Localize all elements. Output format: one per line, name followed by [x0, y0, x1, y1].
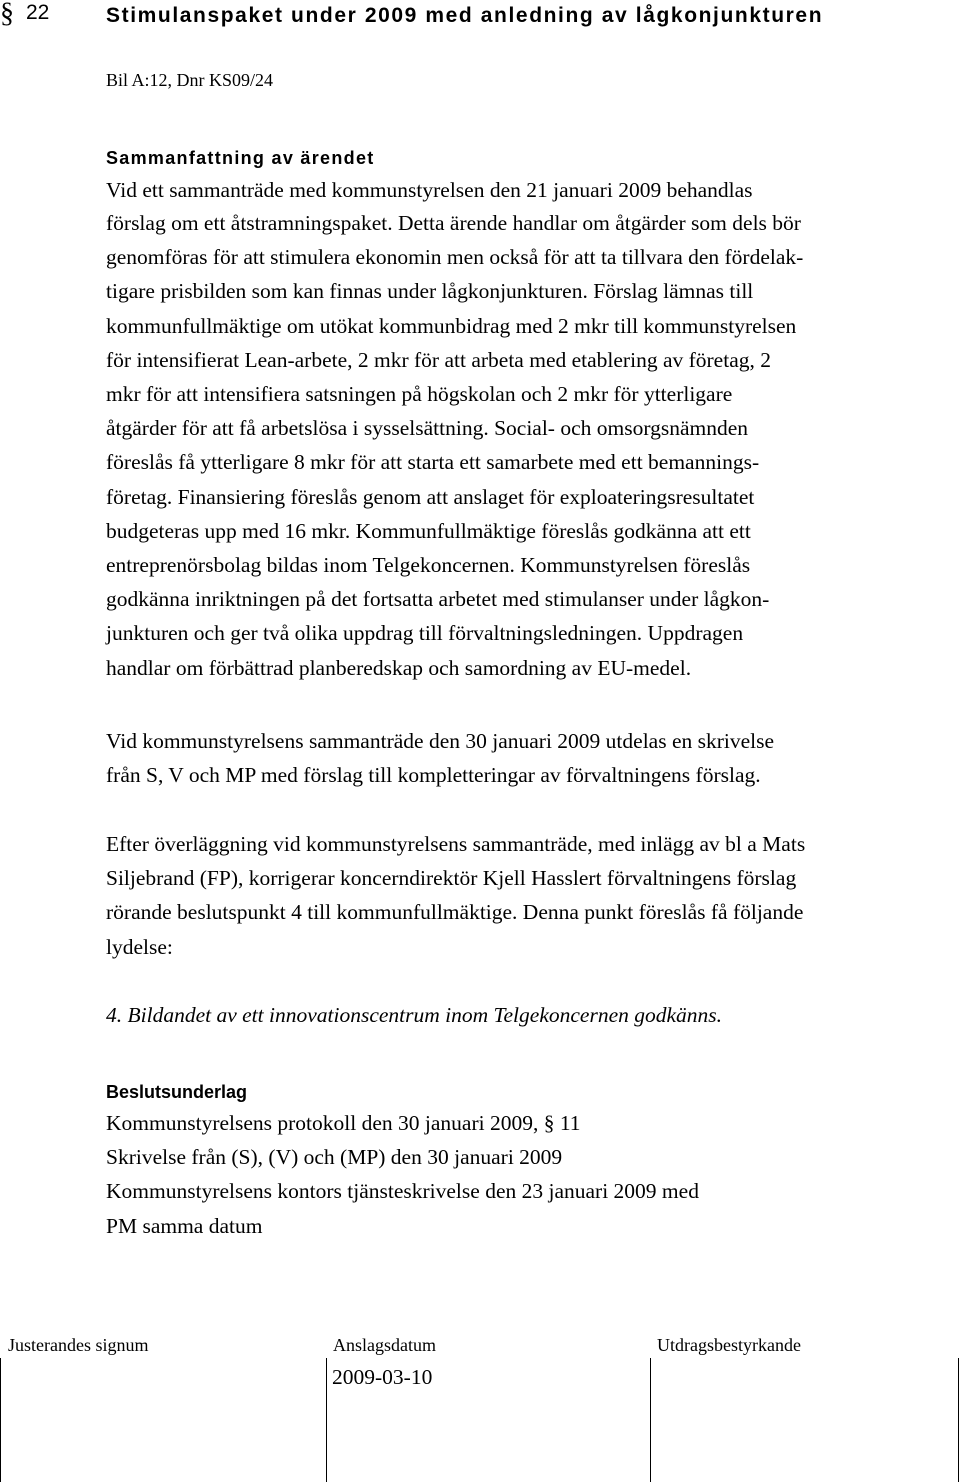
text-line: för intensifierat Lean-arbete, 2 mkr för att arbeta med etablering av företag, 2 [106, 347, 771, 372]
signature-label: Justerandes signum [8, 1335, 149, 1355]
text-line: Vid ett sammanträde med kommunstyrelsen den 21 januari 2009 behandlas [106, 178, 753, 202]
basis-item: PM samma datum [106, 1213, 263, 1238]
page-title: Stimulanspaket under 2009 med anledning av lågkonjunkturen [106, 4, 824, 27]
summary-heading: Sammanfattning av ärendet [106, 148, 375, 168]
basis-item: Kommunstyrelsens kontors tjänsteskrivelse den 23 januari 2009 med [106, 1179, 699, 1204]
basis-heading: Beslutsunderlag [106, 1082, 248, 1102]
basis-item: Kommunstyrelsens protokoll den 30 januari 2009, § 11 [106, 1111, 581, 1135]
certification-label: Utdragsbestyrkande [657, 1335, 801, 1355]
text-line: budgeteras upp med 16 mkr. Kommunfullmäktige föreslås godkänna att ett [106, 518, 751, 543]
summary-intro [106, 174, 891, 208]
proposal-text [106, 998, 891, 1032]
text-line: företag. Finansiering föreslås genom att anslaget för exploateringsresultatet [106, 484, 755, 509]
posted-date-field [326, 1358, 327, 1482]
summary-body [106, 206, 891, 685]
paragraph-number: 22 [26, 1, 50, 24]
text-line: 4. Bildandet av ett innovationscentrum inom Telgekoncernen godkänns. [106, 1003, 723, 1027]
text-line: åtgärder för att få arbetslösa i sysselsättning. Social- och omsorgsnämnden [106, 416, 749, 441]
text-line: mkr för att intensifiera satsningen på högskolan och 2 mkr för ytterligare [106, 382, 733, 407]
text-line: Efter överläggning vid kommunstyrelsens sammanträde, med inlägg av bl a Mats [106, 832, 806, 856]
text-line: Siljebrand (FP), korrigerar koncerndirektör Kjell Hasslert förvaltningens förslag [106, 866, 797, 891]
text-line: från S, V och MP med förslag till kompletteringar av förvaltningens förslag. [106, 763, 761, 788]
posted-date-label: Anslagsdatum [333, 1335, 436, 1355]
text-line: godkänna inriktningen på det fortsatta arbetet med stimulanser under lågkon- [106, 587, 770, 612]
text-line: junkturen och ger två olika uppdrag till förvaltningsledningen. Uppdragen [106, 621, 744, 646]
signature-field [0, 1358, 1, 1482]
basis-list [106, 1106, 891, 1243]
deliberation-paragraph [106, 827, 891, 964]
text-line: kommunfullmäktige om utökat kommunbidrag med 2 mkr till kommunstyrelsen [106, 313, 797, 338]
text-line: Vid kommunstyrelsens sammanträde den 30 januari 2009 utdelas en skrivelse [106, 729, 775, 753]
text-line: handlar om förbättrad planberedskap och samordning av EU-medel. [106, 655, 692, 680]
text-line: rörande beslutspunkt 4 till kommunfullmäktige. Denna punkt föreslås få följande [106, 900, 804, 925]
text-line: föreslås få ytterligare 8 mkr för att starta ett samarbete med ett bemannings- [106, 450, 760, 475]
reference-number: Bil A:12, Dnr KS09/24 [106, 70, 274, 90]
text-line: lydelse: [106, 934, 173, 959]
certification-field [650, 1358, 651, 1482]
text-line: förslag om ett åtstramningspaket. Detta ärende handlar om åtgärder som dels bör [106, 211, 801, 235]
text-line: entreprenörsbolag bildas inom Telgekoncernen. Kommunstyrelsen föreslås [106, 553, 751, 578]
basis-item: Skrivelse från (S), (V) och (MP) den 30 januari 2009 [106, 1145, 563, 1170]
meeting-paragraph [106, 724, 891, 792]
text-line: tigare prisbilden som kan finnas under lågkonjunkturen. Förslag lämnas till [106, 279, 754, 304]
footer-right-border [958, 1358, 959, 1482]
posted-date: 2009-03-10 [332, 1365, 433, 1389]
paragraph-mark: § [0, 0, 14, 29]
footer-table [0, 1320, 960, 1482]
text-line: genomföras för att stimulera ekonomin men också för att ta tillvara den fördelak- [106, 245, 804, 270]
